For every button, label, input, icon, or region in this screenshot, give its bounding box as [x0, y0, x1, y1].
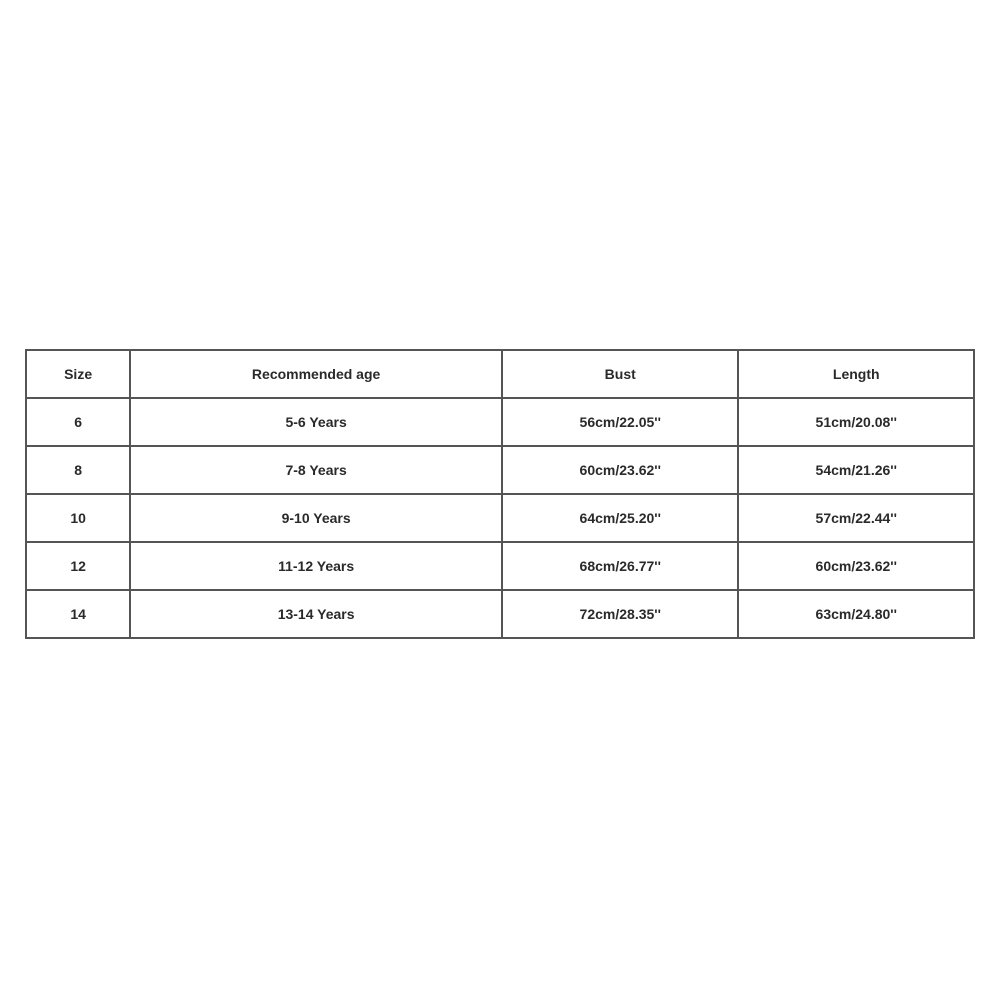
cell-bust: 64cm/25.20''	[502, 494, 738, 542]
cell-size: 12	[26, 542, 130, 590]
table-row	[26, 494, 974, 542]
table-row	[26, 398, 974, 446]
size-chart-table	[25, 349, 975, 639]
header-size: Size	[26, 350, 130, 398]
cell-bust: 72cm/28.35''	[502, 590, 738, 638]
table-row	[26, 542, 974, 590]
cell-recommended-age: 7-8 Years	[130, 446, 502, 494]
cell-size: 14	[26, 590, 130, 638]
cell-size: 6	[26, 398, 130, 446]
cell-bust: 56cm/22.05''	[502, 398, 738, 446]
header-bust: Bust	[502, 350, 738, 398]
header-length: Length	[738, 350, 974, 398]
table-row	[26, 446, 974, 494]
table-header-row	[26, 350, 974, 398]
cell-length: 63cm/24.80''	[738, 590, 974, 638]
cell-length: 60cm/23.62''	[738, 542, 974, 590]
cell-length: 57cm/22.44''	[738, 494, 974, 542]
cell-size: 8	[26, 446, 130, 494]
cell-recommended-age: 5-6 Years	[130, 398, 502, 446]
cell-recommended-age: 11-12 Years	[130, 542, 502, 590]
cell-recommended-age: 13-14 Years	[130, 590, 502, 638]
cell-size: 10	[26, 494, 130, 542]
cell-length: 51cm/20.08''	[738, 398, 974, 446]
cell-recommended-age: 9-10 Years	[130, 494, 502, 542]
table-row	[26, 590, 974, 638]
header-recommended-age: Recommended age	[130, 350, 502, 398]
cell-bust: 60cm/23.62''	[502, 446, 738, 494]
cell-length: 54cm/21.26''	[738, 446, 974, 494]
cell-bust: 68cm/26.77''	[502, 542, 738, 590]
